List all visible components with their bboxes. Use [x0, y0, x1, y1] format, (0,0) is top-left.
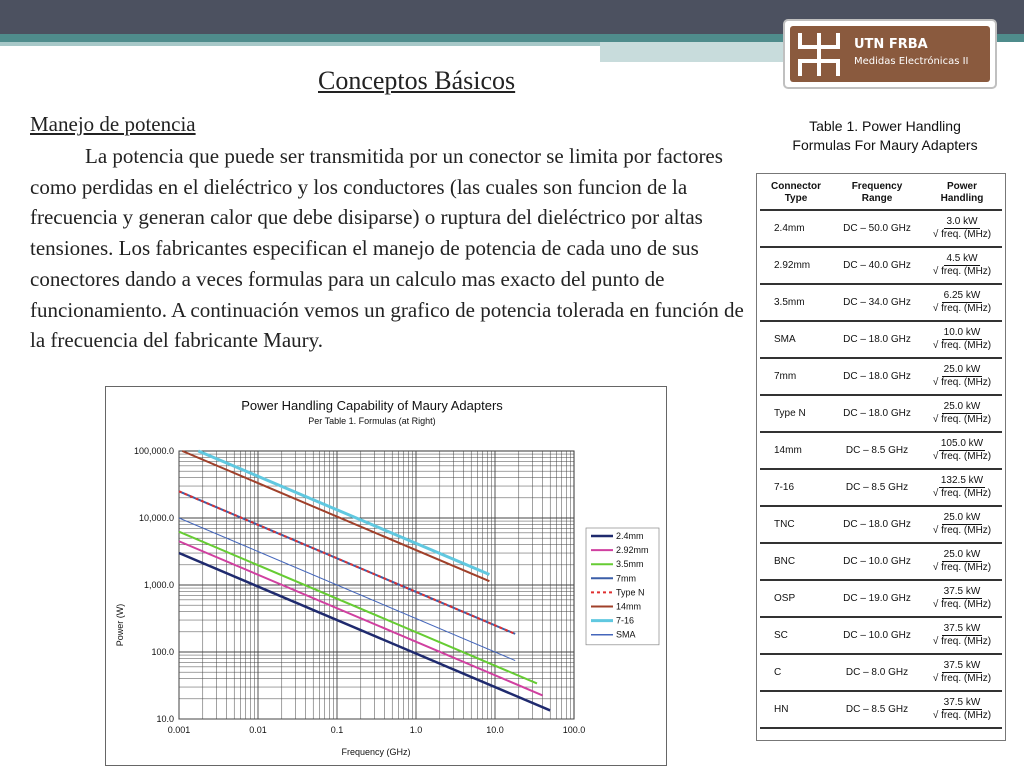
table-row [760, 210, 1002, 247]
cell-connector-type: SMA [760, 321, 832, 358]
cell-frequency-range: DC – 10.0 GHz [832, 617, 922, 654]
legend-label: Type N [616, 587, 645, 598]
table-row [760, 543, 1002, 580]
power-handling-table [756, 173, 1006, 741]
cell-connector-type: 2.4mm [760, 210, 832, 247]
cell-frequency-range: DC – 18.0 GHz [832, 321, 922, 358]
legend-label: 7mm [616, 573, 636, 584]
power-denominator: √ freq. (MHz) [932, 710, 992, 721]
header-frequency-range [832, 177, 922, 210]
power-numerator: 6.25 kW [943, 290, 981, 301]
cell-connector-type: 7mm [760, 358, 832, 395]
cell-connector-type: BNC [760, 543, 832, 580]
logo-title: UTN FRBA [854, 37, 928, 52]
header-handling-line1: Power [946, 181, 977, 192]
table-row [760, 469, 1002, 506]
header-range-line1: Frequency [851, 181, 903, 192]
chart-legend [586, 528, 659, 645]
formula-table [760, 177, 1002, 729]
power-numerator: 37.5 kW [943, 660, 981, 671]
cell-power-handling [922, 358, 1002, 395]
table-row [760, 432, 1002, 469]
cell-power-handling [922, 654, 1002, 691]
cell-power-handling [922, 247, 1002, 284]
header-range-line2: Range [861, 193, 893, 204]
cell-connector-type: HN [760, 691, 832, 728]
power-denominator: √ freq. (MHz) [932, 340, 992, 351]
cell-frequency-range: DC – 8.0 GHz [832, 654, 922, 691]
power-denominator: √ freq. (MHz) [932, 303, 992, 314]
chart-subtitle: Per Table 1. Formulas (at Right) [308, 416, 436, 426]
table-title-line1: Table 1. Power Handling [809, 118, 961, 134]
power-denominator: √ freq. (MHz) [932, 266, 992, 277]
header-connector-type [760, 177, 832, 210]
cell-frequency-range: DC – 40.0 GHz [832, 247, 922, 284]
legend-label: 7-16 [616, 615, 635, 626]
table-row [760, 358, 1002, 395]
power-denominator: √ freq. (MHz) [932, 525, 992, 536]
cell-frequency-range: DC – 10.0 GHz [832, 543, 922, 580]
legend-label: 14mm [616, 601, 642, 612]
cell-connector-type: 3.5mm [760, 284, 832, 321]
power-denominator: √ freq. (MHz) [932, 636, 992, 647]
power-numerator: 25.0 kW [943, 512, 981, 523]
power-numerator: 25.0 kW [943, 401, 981, 412]
cell-connector-type: OSP [760, 580, 832, 617]
chart-grid [179, 451, 574, 719]
cell-frequency-range: DC – 34.0 GHz [832, 284, 922, 321]
accent-band-light [0, 42, 600, 46]
cell-power-handling [922, 506, 1002, 543]
table-row [760, 506, 1002, 543]
power-numerator: 25.0 kW [943, 364, 981, 375]
table-row [760, 580, 1002, 617]
cell-connector-type: 7-16 [760, 469, 832, 506]
cell-frequency-range: DC – 18.0 GHz [832, 506, 922, 543]
cell-frequency-range: DC – 8.5 GHz [832, 432, 922, 469]
power-numerator: 37.5 kW [943, 697, 981, 708]
cell-connector-type: 2.92mm [760, 247, 832, 284]
header-handling-line2: Handling [940, 193, 984, 204]
cell-frequency-range: DC – 18.0 GHz [832, 358, 922, 395]
utn-emblem-icon [794, 30, 844, 78]
power-denominator: √ freq. (MHz) [932, 673, 992, 684]
table-row [760, 395, 1002, 432]
cell-power-handling [922, 321, 1002, 358]
utn-logo [783, 19, 997, 89]
legend-label: 3.5mm [616, 559, 644, 570]
power-denominator: √ freq. (MHz) [932, 562, 992, 573]
power-numerator: 105.0 kW [940, 438, 984, 449]
cell-power-handling [922, 395, 1002, 432]
x-tick-label: 0.1 [330, 725, 344, 735]
table-row [760, 654, 1002, 691]
slide-title: Conceptos Básicos [318, 66, 516, 95]
cell-frequency-range: DC – 19.0 GHz [832, 580, 922, 617]
table-row [760, 691, 1002, 728]
header-power-handling [922, 177, 1002, 210]
cell-frequency-range: DC – 8.5 GHz [832, 469, 922, 506]
table-row [760, 284, 1002, 321]
power-denominator: √ freq. (MHz) [932, 451, 992, 462]
table-header-row [760, 177, 1002, 210]
y-tick-label: 100.0 [151, 647, 174, 657]
table-row [760, 247, 1002, 284]
x-tick-label: 100.0 [562, 725, 586, 735]
power-numerator: 4.5 kW [946, 253, 978, 264]
y-axis-label: Power (W) [115, 603, 125, 647]
cell-frequency-range: DC – 18.0 GHz [832, 395, 922, 432]
y-tick-label: 10.0 [156, 714, 174, 724]
legend-label: 2.4mm [616, 531, 644, 541]
cell-frequency-range: DC – 8.5 GHz [832, 691, 922, 728]
table-title [760, 117, 1010, 155]
y-tick-label: 1,000.0 [143, 580, 174, 590]
power-numerator: 10.0 kW [943, 327, 981, 338]
table-row [760, 617, 1002, 654]
power-denominator: √ freq. (MHz) [932, 377, 992, 388]
cell-power-handling [922, 432, 1002, 469]
table-row [760, 321, 1002, 358]
body-paragraph: La potencia que puede ser transmitida por un conector se limita por factores como perdidas en el dieléctrico y los conductores (las cuales son funcion de la frecuencia y generan calor que debe disiparse) o ruptura del dieléctrico por altas tensiones. Los fabricantes especifican el manejo de potencia de cada uno de sus conectores dando a veces formulas para un calculo mas exacto del punto de funcionamiento. A continuación vemos un grafico de potencia tolerada en función de la frecuencia del fabricante Maury. [30, 144, 744, 353]
table-title-line2: Formulas For Maury Adapters [792, 137, 978, 153]
power-denominator: √ freq. (MHz) [932, 229, 992, 240]
cell-connector-type: Type N [760, 395, 832, 432]
cell-power-handling [922, 469, 1002, 506]
x-tick-label: 0.01 [249, 725, 267, 735]
x-tick-label: 1.0 [409, 725, 423, 735]
legend-label: SMA [616, 629, 636, 640]
x-axis-label: Frequency (GHz) [341, 747, 411, 757]
power-numerator: 37.5 kW [943, 623, 981, 634]
x-tick-label: 10.0 [486, 725, 504, 735]
cell-power-handling [922, 617, 1002, 654]
section-heading: Manejo de potencia [30, 112, 196, 136]
power-numerator: 3.0 kW [946, 216, 978, 227]
cell-power-handling [922, 543, 1002, 580]
cell-frequency-range: DC – 50.0 GHz [832, 210, 922, 247]
power-numerator: 132.5 kW [940, 475, 984, 486]
legend-label: 2.92mm [616, 545, 649, 556]
power-denominator: √ freq. (MHz) [932, 488, 992, 499]
cell-connector-type: SC [760, 617, 832, 654]
chart-title: Power Handling Capability of Maury Adapters [241, 398, 503, 413]
logo-panel [790, 26, 990, 82]
cell-connector-type: 14mm [760, 432, 832, 469]
accent-band-light-right [600, 42, 790, 62]
power-numerator: 37.5 kW [943, 586, 981, 597]
header-type-line2: Type [784, 193, 808, 204]
cell-power-handling [922, 580, 1002, 617]
power-chart-svg [106, 387, 666, 765]
cell-power-handling [922, 210, 1002, 247]
cell-power-handling [922, 284, 1002, 321]
y-tick-label: 100,000.0 [133, 446, 174, 456]
power-chart [105, 386, 667, 766]
power-denominator: √ freq. (MHz) [932, 599, 992, 610]
x-tick-label: 0.001 [167, 725, 191, 735]
cell-power-handling [922, 691, 1002, 728]
power-denominator: √ freq. (MHz) [932, 414, 992, 425]
header-type-line1: Connector [771, 181, 821, 192]
cell-connector-type: C [760, 654, 832, 691]
cell-connector-type: TNC [760, 506, 832, 543]
y-tick-label: 10,000.0 [138, 513, 174, 523]
power-numerator: 25.0 kW [943, 549, 981, 560]
logo-subtitle: Medidas Electrónicas II [854, 56, 969, 67]
